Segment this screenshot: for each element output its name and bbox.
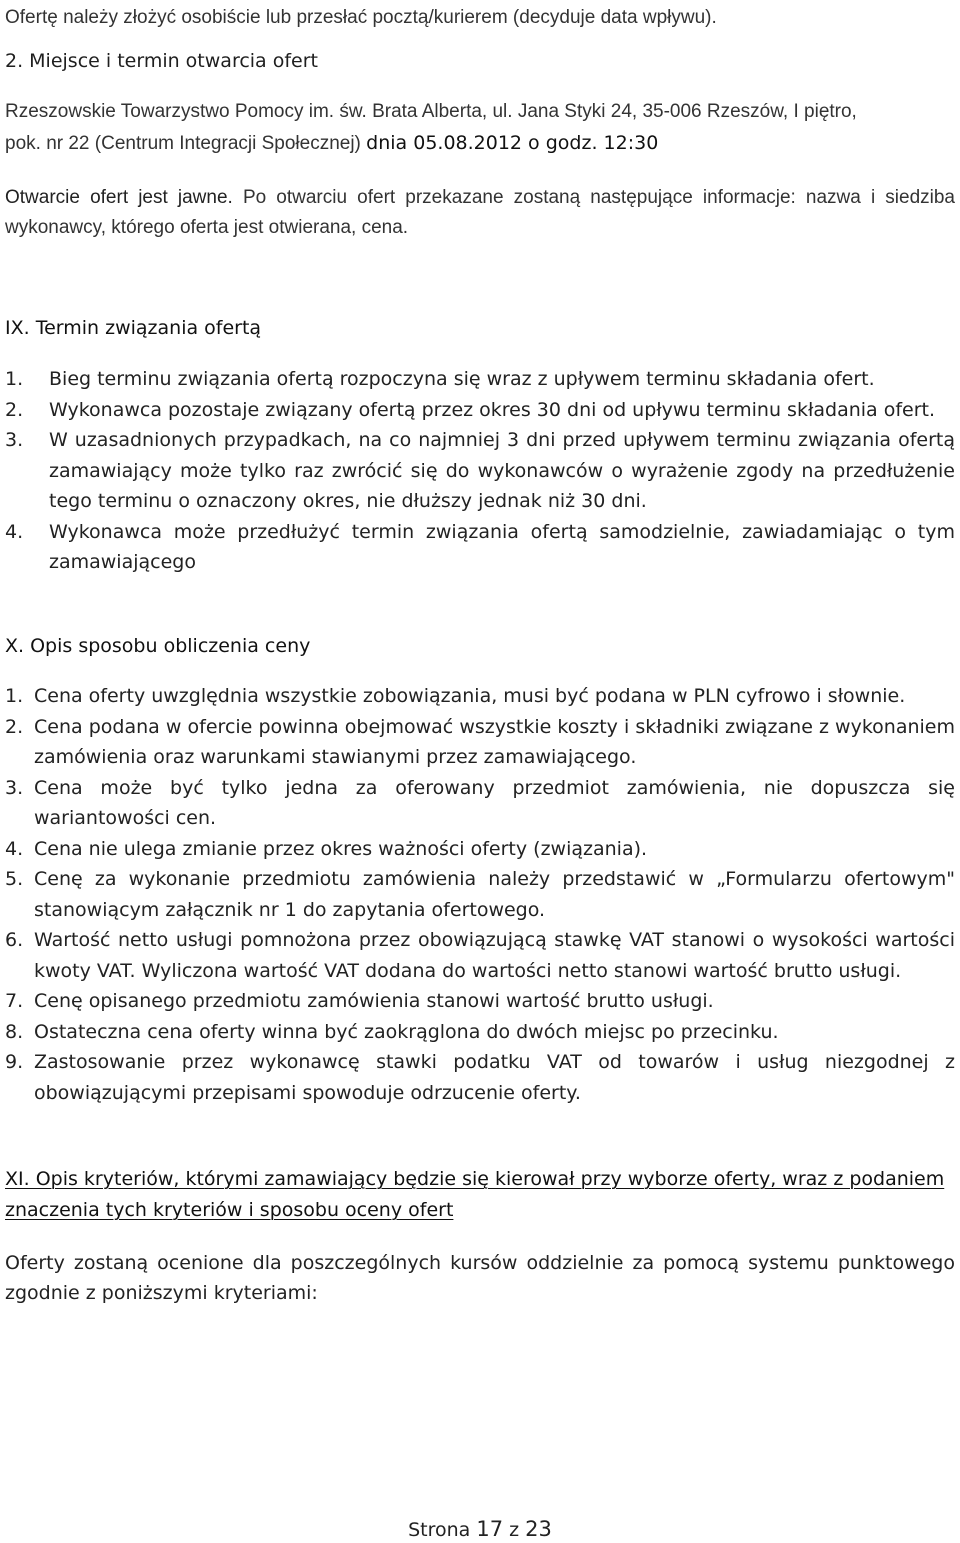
page-label: Strona [408, 1519, 471, 1541]
opening-public: Otwarcie ofert jest jawne. [5, 187, 243, 208]
list-item: 2. Cena podana w ofercie powinna obejmować wszystkie koszty i składniki związane z wykonaniem zamówienia oraz warunkami stawianymi przez zamawiającego. [5, 715, 955, 768]
opening-details: Po otwarciu ofert przekazane zostaną następujące informacje: nazwa i siedziba wykonawcy, którego oferta jest otwierana, cena. [5, 187, 955, 238]
list-item: 6. Wartość netto usługi pomnożona przez obowiązującą stawkę VAT stanowi o wysokości wartości kwoty VAT. Wyliczona wartość VAT dodana do wartości netto stanowi wartość brutto usługi. [5, 929, 955, 982]
list-item: 8. Ostateczna cena oferty winna być zaokrąglona do dwóch miejsc po przecinku. [5, 1020, 779, 1043]
list-item: 5. Cenę za wykonanie przedmiotu zamówienia należy przedstawić w „Formularzu ofertowym" stanowiącym załącznik nr 1 do zapytania ofertowego. [5, 868, 955, 921]
list-item: 1. Bieg terminu związania ofertą rozpoczyna się wraz z upływem terminu składania ofert. [5, 368, 875, 390]
list-item: 7. Cenę opisanego przedmiotu zamówienia stanowi wartość brutto usługi. [5, 990, 714, 1012]
address-line-2-start: pok. nr 22 (Centrum Integracji Społecznej) [5, 133, 367, 154]
section-10-list [5, 681, 955, 1108]
section-11-heading: XI. Opis kryteriów, którymi zamawiający będzie się kierował przy wyborze oferty, wraz z podaniem znaczenia tych kryteriów i sposobu oceny ofert [5, 1168, 945, 1221]
section-11-text: Oferty zostaną ocenione dla poszczególnych kursów oddzielnie za pomocą systemu punktowego zgodnie z poniższymi kryteriami: [5, 1252, 955, 1304]
address-line-1: Rzeszowskie Towarzystwo Pomocy im. św. Brata Alberta, ul. Jana Styki 24, 35-006 Rzeszów, I piętro, [5, 101, 857, 122]
page-current: 17 [476, 1517, 504, 1541]
list-item: 4. Cena nie ulega zmianie przez okres ważności oferty (związania). [5, 837, 648, 860]
list-item: 2. Wykonawca pozostaje związany ofertą przez okres 30 dni od upływu terminu składania ofert. [5, 398, 936, 421]
page-sep: z [509, 1519, 520, 1541]
list-item: 9. Zastosowanie przez wykonawcę stawki podatku VAT od towarów i usług niezgodnej z obowiązującymi przepisami spowoduje odrzucenie oferty. [5, 1051, 955, 1104]
opening-info [5, 183, 955, 243]
section-2-heading: 2. Miejsce i termin otwarcia ofert [5, 50, 319, 72]
page-total: 23 [525, 1517, 552, 1541]
section-10-heading: X. Opis sposobu obliczenia ceny [5, 635, 311, 657]
list-item: 1. Cena oferty uwzględnia wszystkie zobowiązania, musi być podana w PLN cyfrowo i słownie. [5, 685, 906, 707]
list-item: 3. Cena może być tylko jedna za oferowany przedmiot zamówienia, nie dopuszcza się wariantowości cen. [5, 776, 955, 829]
list-item: 3. W uzasadnionych przypadkach, na co najmniej 3 dni przed upływem terminu związania ofertą zamawiający może tylko raz zwrócić się do wykonawców o wyrażenie zgody na przedłużenie tego terminu o oznaczony okres, nie dłuższy jednak niż 30 dni. [5, 429, 955, 512]
list-item: 4. Wykonawca może przedłużyć termin związania ofertą samodzielnie, zawiadamiając o tym zamawiającego [5, 520, 955, 573]
delivery-note: Ofertę należy złożyć osobiście lub przesłać pocztą/kurierem (decyduje data wpływu). [5, 7, 717, 28]
opening-date-time: dnia 05.08.2012 o godz. 12:30 [366, 132, 659, 154]
section-9-heading: IX. Termin związania ofertą [5, 317, 262, 339]
section-9-list [5, 364, 955, 578]
page-footer [0, 1517, 960, 1542]
address-line-2 [5, 128, 955, 159]
